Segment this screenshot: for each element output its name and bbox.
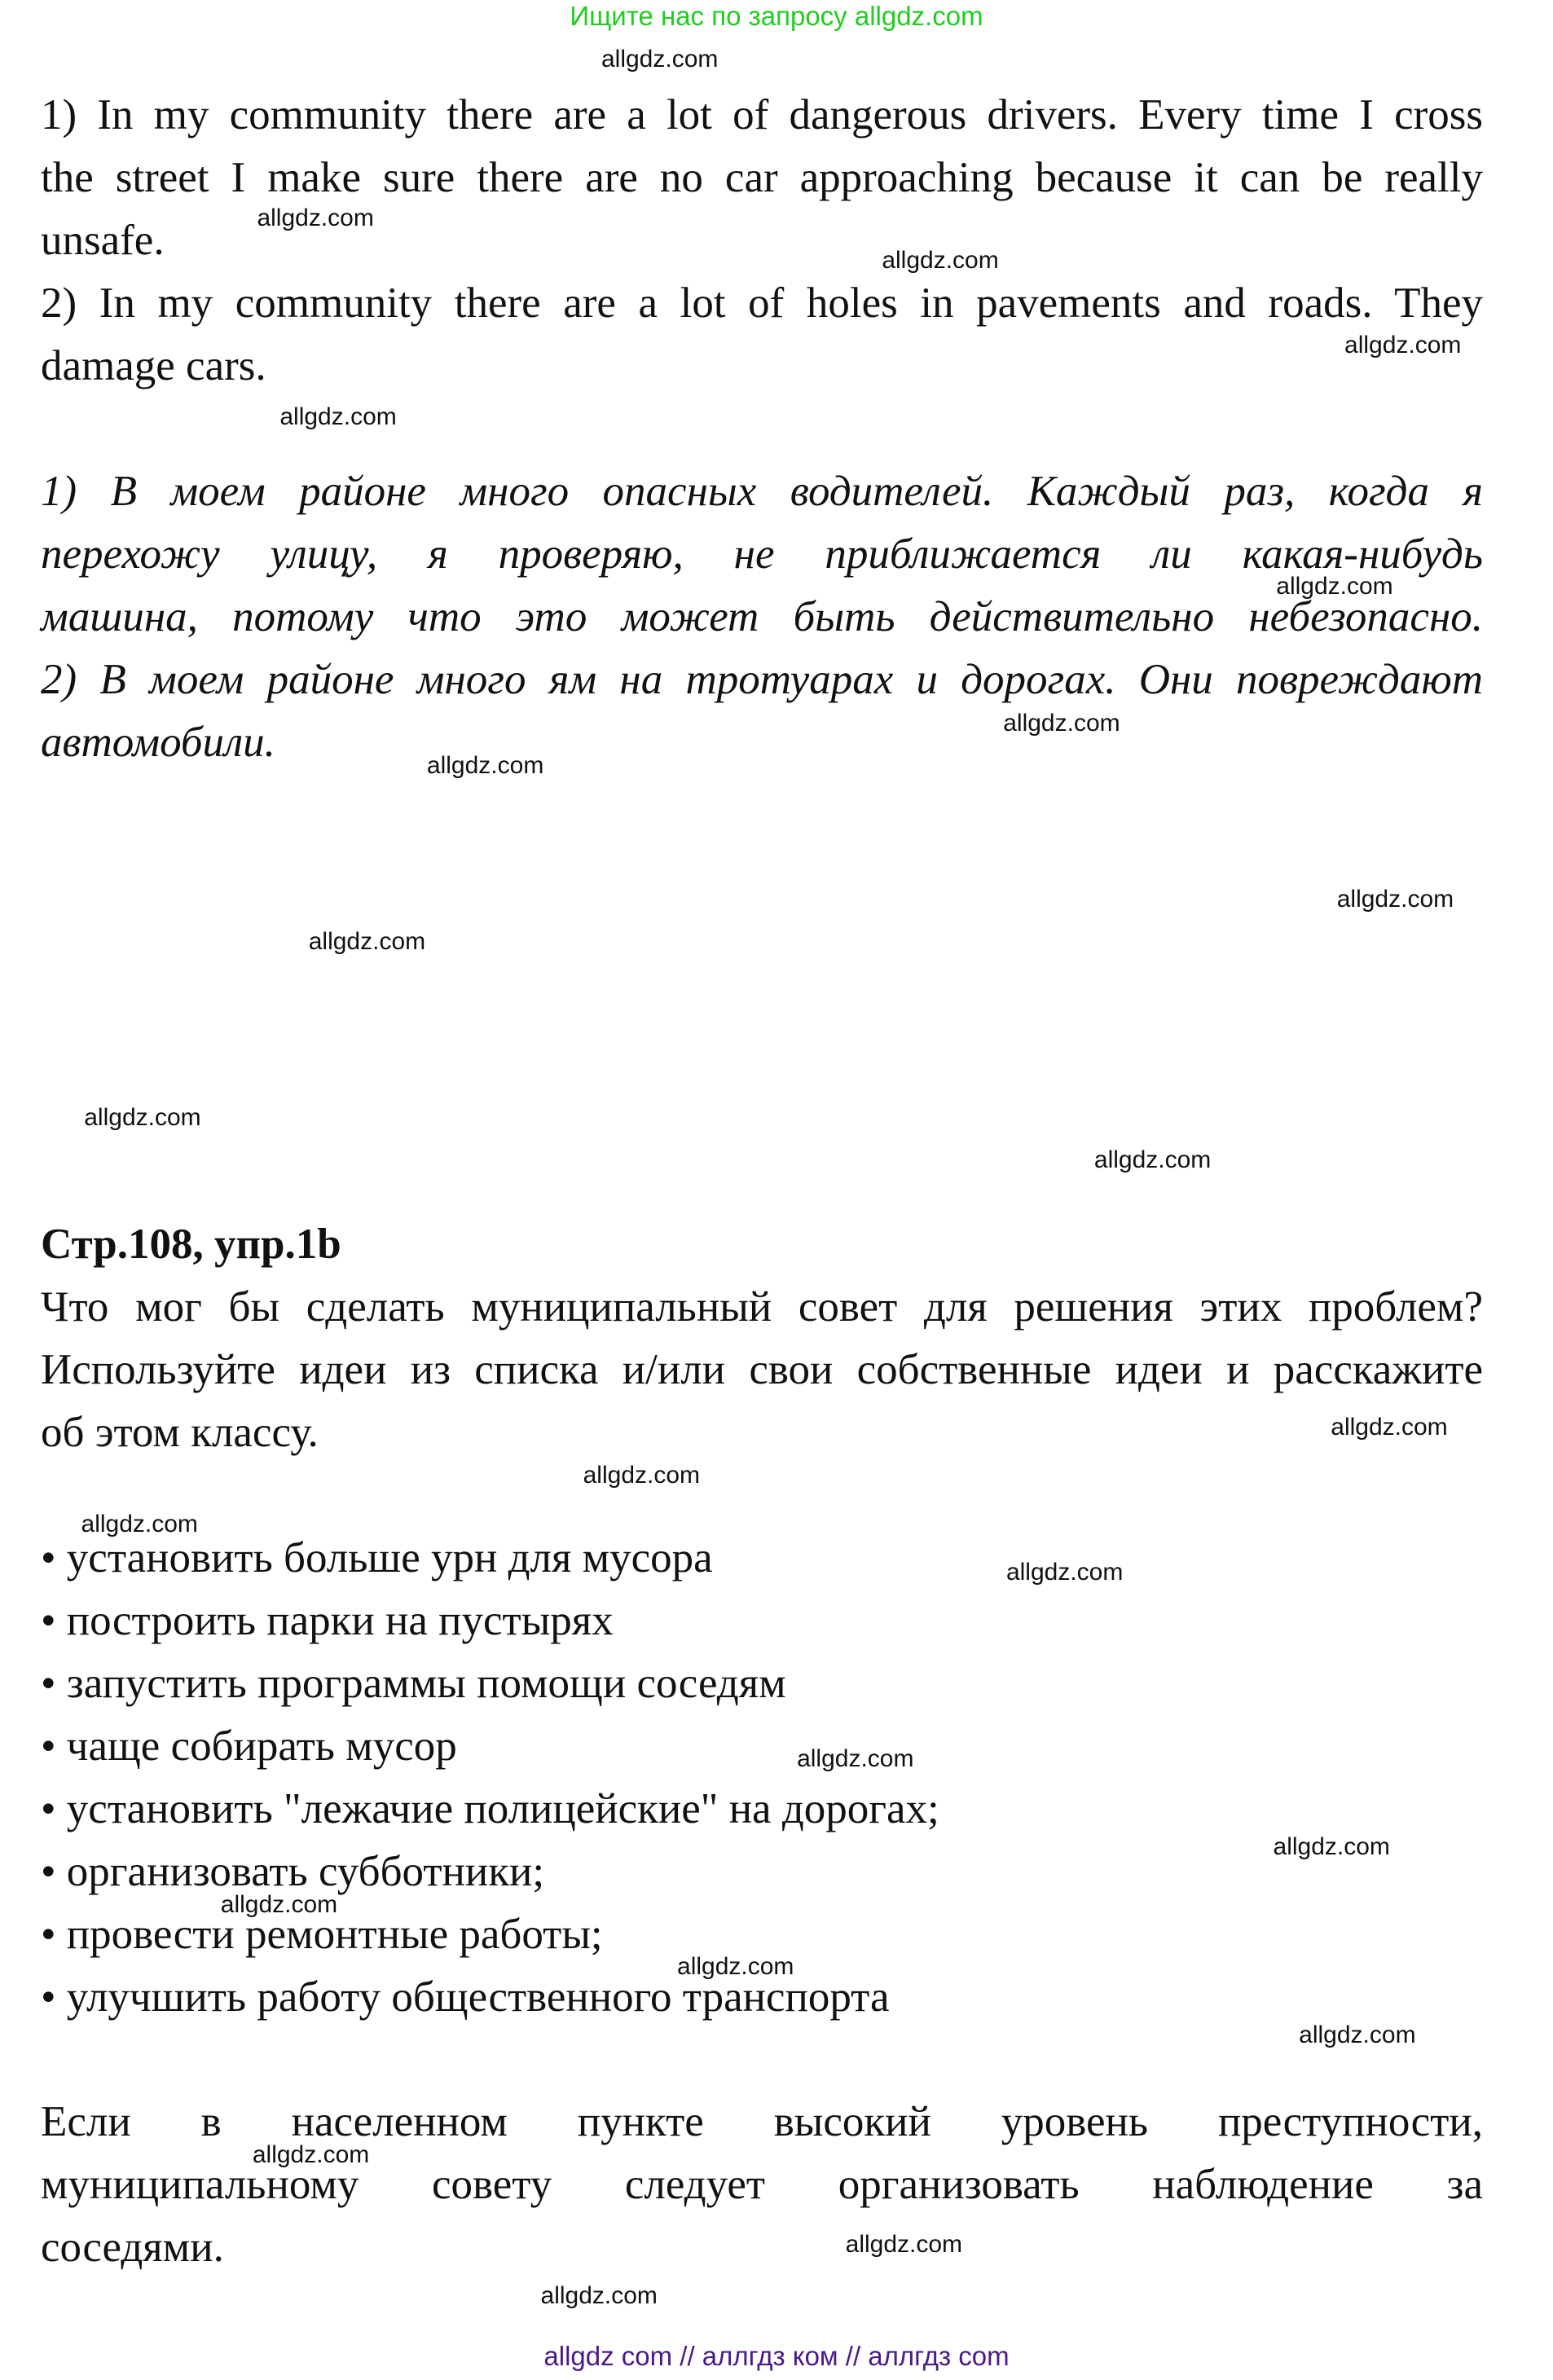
- text-line: Используйте идеи из списка и/или свои собственные идеи и расскажите: [41, 1346, 1483, 1393]
- list-item: • запустить программы помощи соседям: [41, 1660, 786, 1707]
- text-line: об этом классу.: [41, 1409, 319, 1456]
- watermark: allgdz.com: [1276, 573, 1393, 600]
- search-banner: Ищите нас по запросу allgdz.com: [570, 1, 983, 31]
- text-line: Что мог бы сделать муниципальный совет для решения этих проблем?: [41, 1283, 1483, 1331]
- watermark: allgdz.com: [845, 2230, 963, 2258]
- watermark: allgdz.com: [1344, 332, 1462, 359]
- english-answer: [41, 84, 1483, 398]
- text-line: соседями.: [41, 2224, 224, 2271]
- text-line: 2) In my community there are a lot of holes in pavements and roads. They: [41, 279, 1483, 327]
- exercise-heading: Стр.108, упр.1b: [41, 1221, 341, 1268]
- text-line: 2) В моем районе много ям на тротуарах и дорогах. Они повреждают: [41, 656, 1483, 703]
- watermark: allgdz.com: [1005, 1559, 1124, 1586]
- watermark: allgdz.com: [1331, 1413, 1448, 1441]
- watermark: allgdz.com: [1273, 1833, 1390, 1861]
- watermark: allgdz.com: [1336, 885, 1454, 913]
- list-item: • установить "лежачие полицейские" на дорогах;: [41, 1785, 939, 1832]
- watermark: allgdz.com: [1093, 1146, 1212, 1173]
- text-line: the street I make sure there are no car approaching because it can be really: [41, 154, 1483, 201]
- text-line: перехожу улицу, я проверяю, не приближается ли какая-нибудь: [41, 530, 1483, 578]
- watermark: allgdz.com: [84, 1103, 201, 1131]
- watermark: allgdz.com: [882, 247, 999, 275]
- conclusion-paragraph: [41, 2091, 1483, 2279]
- watermark: allgdz.com: [1299, 2021, 1416, 2048]
- list-item: • установить больше урн для мусора: [41, 1534, 713, 1582]
- russian-translation: [41, 460, 1483, 774]
- watermark: allgdz.com: [308, 927, 426, 955]
- watermark: allgdz.com: [601, 45, 719, 73]
- list-item: • провести ремонтные работы;: [41, 1911, 603, 1958]
- text-line: машина, потому что это может быть действительно небезопасно.: [41, 593, 1483, 640]
- watermark: allgdz.com: [252, 2140, 370, 2168]
- text-line: муниципальному совету следует организовать наблюдение за: [41, 2161, 1483, 2208]
- watermark: allgdz.com: [1003, 709, 1120, 737]
- list-item: • чаще собирать мусор: [41, 1722, 457, 1770]
- list-item: • построить парки на пустырях: [41, 1597, 614, 1644]
- text-line: Если в населенном пункте высокий уровень преступности,: [41, 2098, 1483, 2145]
- watermark: allgdz.com: [279, 403, 397, 430]
- watermark: allgdz.com: [426, 751, 544, 779]
- list-item: • улучшить работу общественного транспорта: [41, 1973, 890, 2021]
- exercise-section: [41, 1213, 1483, 1464]
- text-line: unsafe.: [41, 217, 165, 264]
- footer-links[interactable]: allgdz com // аллгдз ком // аллгдз com: [543, 2341, 1010, 2371]
- watermark: allgdz.com: [583, 1462, 701, 1489]
- text-line: 1) В моем районе много опасных водителей. Каждый раз, когда я: [41, 468, 1483, 515]
- watermark: allgdz.com: [797, 1745, 914, 1773]
- text-line: автомобили.: [41, 719, 275, 766]
- watermark: allgdz.com: [540, 2282, 658, 2310]
- watermark: allgdz.com: [257, 205, 374, 232]
- watermark: allgdz.com: [220, 1890, 338, 1918]
- watermark: allgdz.com: [81, 1510, 198, 1538]
- text-line: damage cars.: [41, 342, 266, 389]
- text-line: 1) In my community there are a lot of dangerous drivers. Every time I cross: [41, 91, 1483, 139]
- watermark: allgdz.com: [677, 1953, 794, 1981]
- list-item: • организовать субботники;: [41, 1848, 545, 1895]
